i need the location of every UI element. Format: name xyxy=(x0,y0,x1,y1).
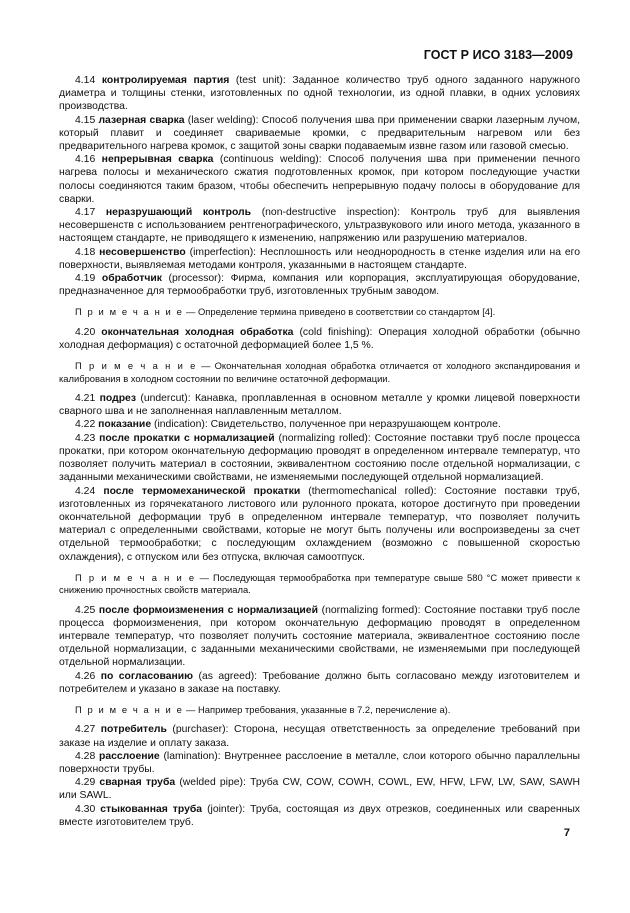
term-name: стыкованная труба xyxy=(100,803,203,815)
note-label: П р и м е ч а н и е xyxy=(75,360,197,372)
term-definition: (normalizing rolled): Состояние поставки труб после процесса прокатки, при котором окончательную деформацию проводят в определенном интервале температур, что позволяет получить материал в состоянии, эквивалентном состоянию после отдельной нормализации, с заданными механическими свойствами, не изменяемыми последующей отдельной нормализацией. xyxy=(59,432,580,484)
term-name: после формоизменения с нормализацией xyxy=(98,604,318,616)
term-name: лазерная сварка xyxy=(98,114,185,126)
note-text: — Последующая термообработка при температуре свыше 580 °С может привести к снижению прочностных свойств материала. xyxy=(59,571,581,596)
term-definition: (normalizing formed): Состояние поставки труб после процесса формоизменения, при котором окончательную деформацию проводят в определенном интервале температур, что позволяет получить состояние материала, эквивалентное состоянию после отдельной нормализации, с заданными механическими свойствами, не изменяемыми при последующей отдельной нормализации. xyxy=(59,604,580,669)
term-entry-4-16 xyxy=(59,153,580,206)
term-entry-4-28 xyxy=(59,750,580,776)
term-definition: (indication): Свидетельство, полученное при неразрушающем контроле. xyxy=(151,419,501,431)
note-text: — Определение термина приведено в соответствии со стандартом [4]. xyxy=(183,306,496,318)
term-number: 4.24 xyxy=(75,485,96,497)
term-name: расслоение xyxy=(99,750,160,762)
term-name: показание xyxy=(98,419,152,431)
term-definition: (processor): Фирма, компания или корпорация, эксплуатирующая оборудование, предназначенное для термообработки труб, изготовленных трубным заводом. xyxy=(59,273,581,298)
term-number: 4.26 xyxy=(75,670,96,682)
term-definition: (non-destructive inspection): Контроль труб для выявления несовершенств с использованием рентгенографического, ультразвукового или иного метода, указанного в настоящем стандарте, не приводящего к изменению, напряжению или разрушению материалов. xyxy=(59,207,581,245)
note-4 xyxy=(59,704,580,716)
term-definition: (jointer): Труба, состоящая из двух отрезков, соединенных или сваренных вместе изготовителем труб. xyxy=(59,803,580,828)
term-number: 4.30 xyxy=(75,803,96,815)
term-definition: (test unit): Заданное количество труб одного заданного наружного диаметра и толщины стенки, изготовленных по одной технологии, из одной плавки, в одних условиях производства. xyxy=(59,75,580,113)
term-number: 4.19 xyxy=(75,273,96,285)
term-number: 4.25 xyxy=(75,604,96,616)
term-number: 4.18 xyxy=(75,246,96,258)
term-definition: (cold finishing): Операция холодной обработки (обычно холодная деформация) с остаточной деформацией более 1,5 %. xyxy=(59,326,580,352)
term-number: 4.15 xyxy=(75,114,96,126)
term-name: после термомеханической прокатки xyxy=(103,485,301,497)
term-entry-4-20 xyxy=(59,326,580,352)
term-number: 4.28 xyxy=(75,750,96,762)
note-text: — Например требования, указанные в 7.2, перечисление а). xyxy=(183,703,451,715)
term-name: подрез xyxy=(99,393,136,405)
term-definition: (imperfection): Несплошность или неоднородность в стенке изделия или на его поверхности, выявляемая методами контроля, указанными в настоящем стандарте. xyxy=(59,246,580,271)
term-number: 4.17 xyxy=(75,207,96,219)
term-entry-4-15 xyxy=(59,114,580,154)
term-name: обработчик xyxy=(101,273,162,285)
term-number: 4.22 xyxy=(75,419,96,431)
term-entry-4-14 xyxy=(59,74,580,114)
note-2 xyxy=(59,360,580,385)
term-name: по согласованию xyxy=(100,670,194,682)
terms-section xyxy=(59,74,580,829)
note-3 xyxy=(59,572,580,597)
term-definition: (thermomechanical rolled): Состояние поставки труб, изготовленных из горячекатаного листового или рулонного проката, которое достигнуто при проведении окончательной деформации труб в определенном интервале температур, что позволяет получить материал с определенными свойствами, которые не могут быть получены или воспроизведены за счет отдельной термообработки; с последующим охлаждением (возможно с повышенной скоростью охлаждения), с отпуском или без отпуска, включая самоотпуск. xyxy=(59,485,581,563)
term-number: 4.23 xyxy=(75,432,96,444)
term-name: непрерывная сварка xyxy=(101,154,214,166)
term-entry-4-17 xyxy=(59,206,580,246)
term-name: неразрушающий контроль xyxy=(105,207,252,219)
term-number: 4.16 xyxy=(75,154,96,166)
term-definition: (welded pipe): Труба CW, COW, COWH, COWL, EW, HFW, LFW, LW, SAW, SAWH или SAWL. xyxy=(59,777,581,802)
term-number: 4.14 xyxy=(75,75,96,86)
term-number: 4.29 xyxy=(75,777,96,789)
term-name: потребитель xyxy=(100,724,167,736)
term-definition: (purchaser): Сторона, несущая ответственность за определение требований при заказе на изделие и оплату заказа. xyxy=(59,724,580,749)
term-entry-4-26 xyxy=(59,670,580,696)
term-number: 4.20 xyxy=(75,326,96,338)
term-name: несовершенство xyxy=(99,246,186,258)
term-definition: (lamination): Внутреннее расслоение в металле, слои которого обычно параллельны поверхности трубы. xyxy=(59,750,580,775)
term-entry-4-24 xyxy=(59,485,580,564)
term-entry-4-21 xyxy=(59,392,580,418)
term-definition: (as agreed): Требование должно быть согласовано между изготовителем и потребителем и указано в заказе на поставку. xyxy=(59,670,580,695)
term-entry-4-18 xyxy=(59,246,580,272)
note-text: — Окончательная холодная обработка отличается от холодного экспандирования и калибрования в холодном состоянии по величине остаточной деформации. xyxy=(59,360,580,384)
note-label: П р и м е ч а н и е xyxy=(75,306,184,318)
term-entry-4-27 xyxy=(59,723,580,749)
term-name: контролируемая партия xyxy=(101,75,230,86)
term-entry-4-30 xyxy=(59,803,580,829)
term-number: 4.27 xyxy=(75,724,96,736)
note-label: П р и м е ч а н и е xyxy=(75,703,184,715)
note-label: П р и м е ч а н и е xyxy=(75,571,196,583)
term-entry-4-22 xyxy=(59,418,580,431)
term-name: сварная труба xyxy=(99,777,176,789)
term-entry-4-25 xyxy=(59,604,580,670)
term-definition: (undercut): Канавка, проплавленная в основном металле у кромки лицевой поверхности сварного шва и не заполненная наплавленным металлом. xyxy=(59,393,580,418)
term-entry-4-19 xyxy=(59,272,580,298)
term-definition: (laser welding): Способ получения шва при применении сварки лазерным лучом, который плавит и соединяет свариваемые кромки, с предварительным нагревом или без предварительного нагрева кромок, с защитой зоны сварки подаваемым извне газом или газовой смесью. xyxy=(59,114,580,153)
term-entry-4-23 xyxy=(59,432,580,485)
page-header-standard-id: ГОСТ Р ИСО 3183—2009 xyxy=(423,48,573,62)
term-name: окончательная холодная обработка xyxy=(101,326,294,338)
page-number: 7 xyxy=(563,827,570,839)
note-1 xyxy=(59,306,580,318)
term-definition: (continuous welding): Способ получения шва при применении печного нагрева полосы и механического сжатия подготовленных кромок, при котором последующие участки полосы соединяются таким бразом, чтобы обеспечить непрерывную подачу полосы в оборудование для сварки. xyxy=(59,154,580,205)
term-name: после прокатки с нормализацией xyxy=(99,432,275,444)
term-entry-4-29 xyxy=(59,776,580,802)
term-number: 4.21 xyxy=(75,393,96,405)
